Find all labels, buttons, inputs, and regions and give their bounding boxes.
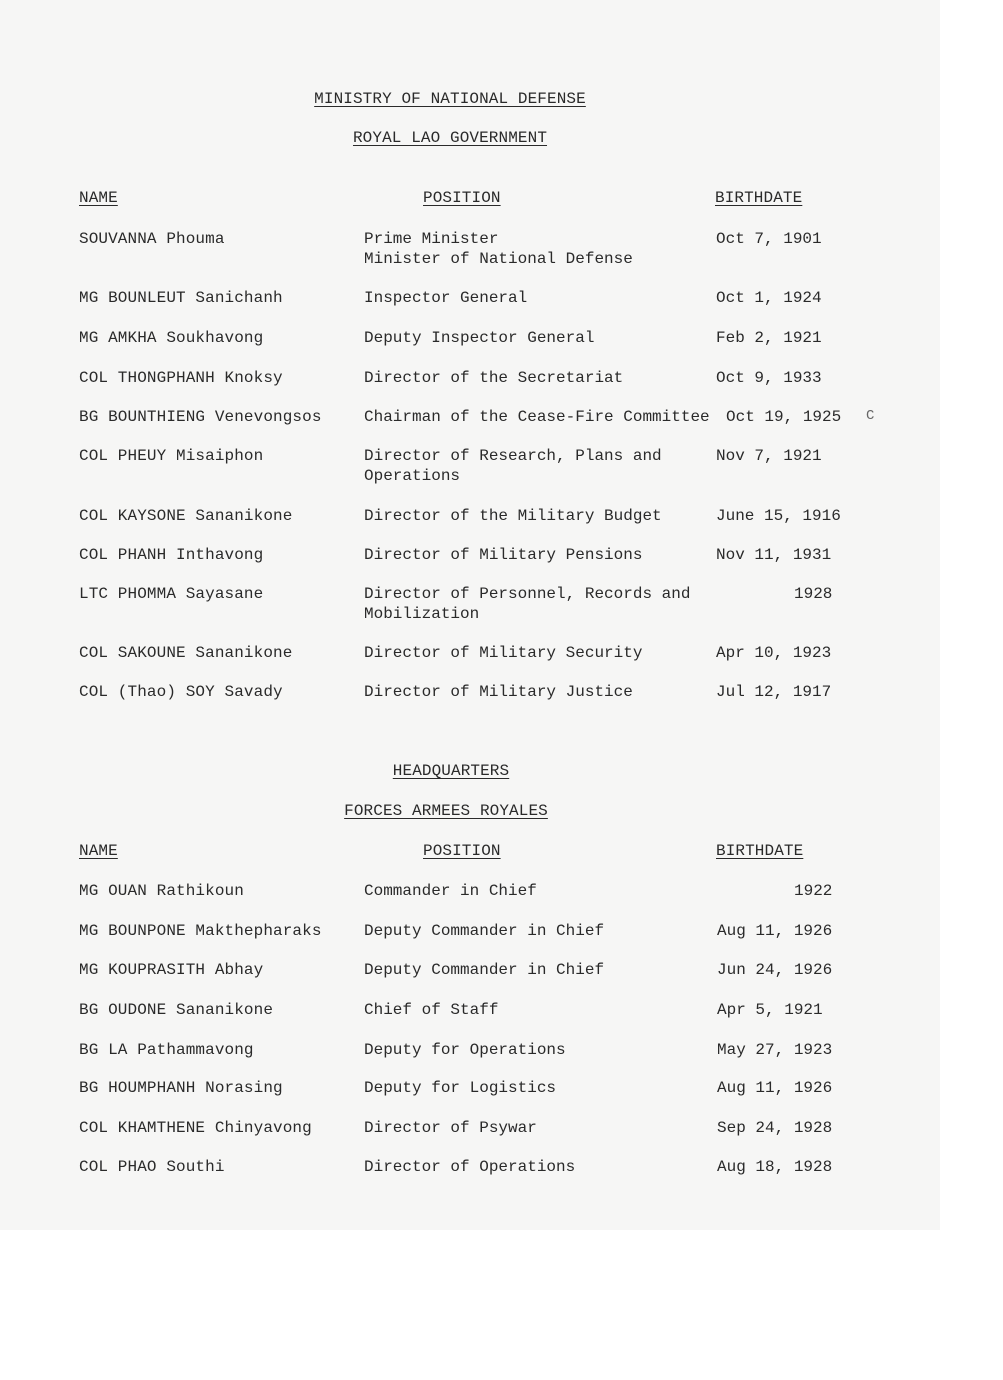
- row-birthdate: Oct 19, 1925: [726, 408, 842, 426]
- row-position: Director of Personnel, Records and Mobilization: [364, 585, 691, 623]
- row-name: COL (Thao) SOY Savady: [79, 683, 283, 701]
- row-birthdate: Aug 11, 1926: [717, 922, 833, 940]
- row-position: Inspector General: [364, 289, 528, 307]
- row-position: Director of Military Justice: [364, 683, 633, 701]
- row-birthdate: Aug 18, 1928: [717, 1158, 833, 1176]
- row-name: BG BOUNTHIENG Venevongsos: [79, 408, 322, 426]
- row-name: SOUVANNA Phouma: [79, 230, 225, 248]
- headquarters-title: HEADQUARTERS: [392, 762, 510, 780]
- headquarters-header-name: NAME: [79, 842, 118, 860]
- ministry-title: MINISTRY OF NATIONAL DEFENSE: [314, 90, 586, 108]
- row-name: MG BOUNLEUT Sanichanh: [79, 289, 283, 307]
- row-birthdate: Oct 1, 1924: [716, 289, 822, 307]
- ministry-header-birthdate: BIRTHDATE: [715, 189, 803, 207]
- row-birthdate: Apr 10, 1923: [716, 644, 832, 662]
- row-name: LTC PHOMMA Sayasane: [79, 585, 264, 603]
- row-position: Deputy Commander in Chief: [364, 922, 605, 940]
- ministry-header-position: POSITION: [423, 189, 501, 207]
- row-birthdate: Jun 24, 1926: [717, 961, 833, 979]
- row-birthdate: Feb 2, 1921: [716, 329, 822, 347]
- headquarters-header-birthdate: BIRTHDATE: [716, 842, 804, 860]
- row-birthdate: Apr 5, 1921: [717, 1001, 823, 1019]
- row-birthdate: Oct 7, 1901: [716, 230, 822, 248]
- headquarters-subtitle: FORCES ARMEES ROYALES: [344, 802, 548, 820]
- ministry-header-name: NAME: [79, 189, 118, 207]
- row-name: COL KAYSONE Sananikone: [79, 507, 293, 525]
- row-position: Director of Military Security: [364, 644, 643, 662]
- row-birthdate: Oct 9, 1933: [716, 369, 822, 387]
- row-name: COL PHAO Southi: [79, 1158, 225, 1176]
- row-birthdate: 1922: [794, 882, 833, 900]
- row-birthdate: Nov 11, 1931: [716, 546, 832, 564]
- row-position: Commander in Chief: [364, 882, 537, 900]
- row-position: Director of the Secretariat: [364, 369, 624, 387]
- row-position: Director of Operations: [364, 1158, 576, 1176]
- row-birthdate: June 15, 1916: [716, 507, 841, 525]
- row-name: MG AMKHA Soukhavong: [79, 329, 264, 347]
- row-birthdate: May 27, 1923: [717, 1041, 833, 1059]
- row-name: COL THONGPHANH Knoksy: [79, 369, 283, 387]
- row-position: Director of Research, Plans and Operations: [364, 447, 662, 485]
- margin-mark: C: [866, 408, 875, 424]
- row-birthdate: Aug 11, 1926: [717, 1079, 833, 1097]
- row-name: BG HOUMPHANH Norasing: [79, 1079, 283, 1097]
- row-name: MG KOUPRASITH Abhay: [79, 961, 264, 979]
- row-birthdate: Jul 12, 1917: [716, 683, 832, 701]
- row-position: Director of Military Pensions: [364, 546, 643, 564]
- row-birthdate: Nov 7, 1921: [716, 447, 822, 465]
- row-name: MG OUAN Rathikoun: [79, 882, 244, 900]
- row-birthdate: Sep 24, 1928: [717, 1119, 833, 1137]
- row-name: COL SAKOUNE Sananikone: [79, 644, 293, 662]
- row-position: Deputy Commander in Chief: [364, 961, 605, 979]
- row-birthdate: 1928: [794, 585, 833, 603]
- row-position: Deputy Inspector General: [364, 329, 595, 347]
- row-position: Prime Minister Minister of National Defense: [364, 230, 633, 268]
- row-name: COL PHEUY Misaiphon: [79, 447, 264, 465]
- row-position: Deputy for Logistics: [364, 1079, 557, 1097]
- ministry-subtitle: ROYAL LAO GOVERNMENT: [352, 129, 548, 147]
- headquarters-header-position: POSITION: [423, 842, 501, 860]
- row-name: BG OUDONE Sananikone: [79, 1001, 274, 1019]
- row-name: COL PHANH Inthavong: [79, 546, 264, 564]
- row-name: BG LA Pathammavong: [79, 1041, 254, 1059]
- row-position: Chief of Staff: [364, 1001, 499, 1019]
- row-position: Director of the Military Budget: [364, 507, 662, 525]
- row-position: Director of Psywar: [364, 1119, 537, 1137]
- row-name: COL KHAMTHENE Chinyavong: [79, 1119, 312, 1137]
- row-position: Chairman of the Cease-Fire Committee: [364, 408, 710, 426]
- row-position: Deputy for Operations: [364, 1041, 566, 1059]
- row-name: MG BOUNPONE Makthepharaks: [79, 922, 322, 940]
